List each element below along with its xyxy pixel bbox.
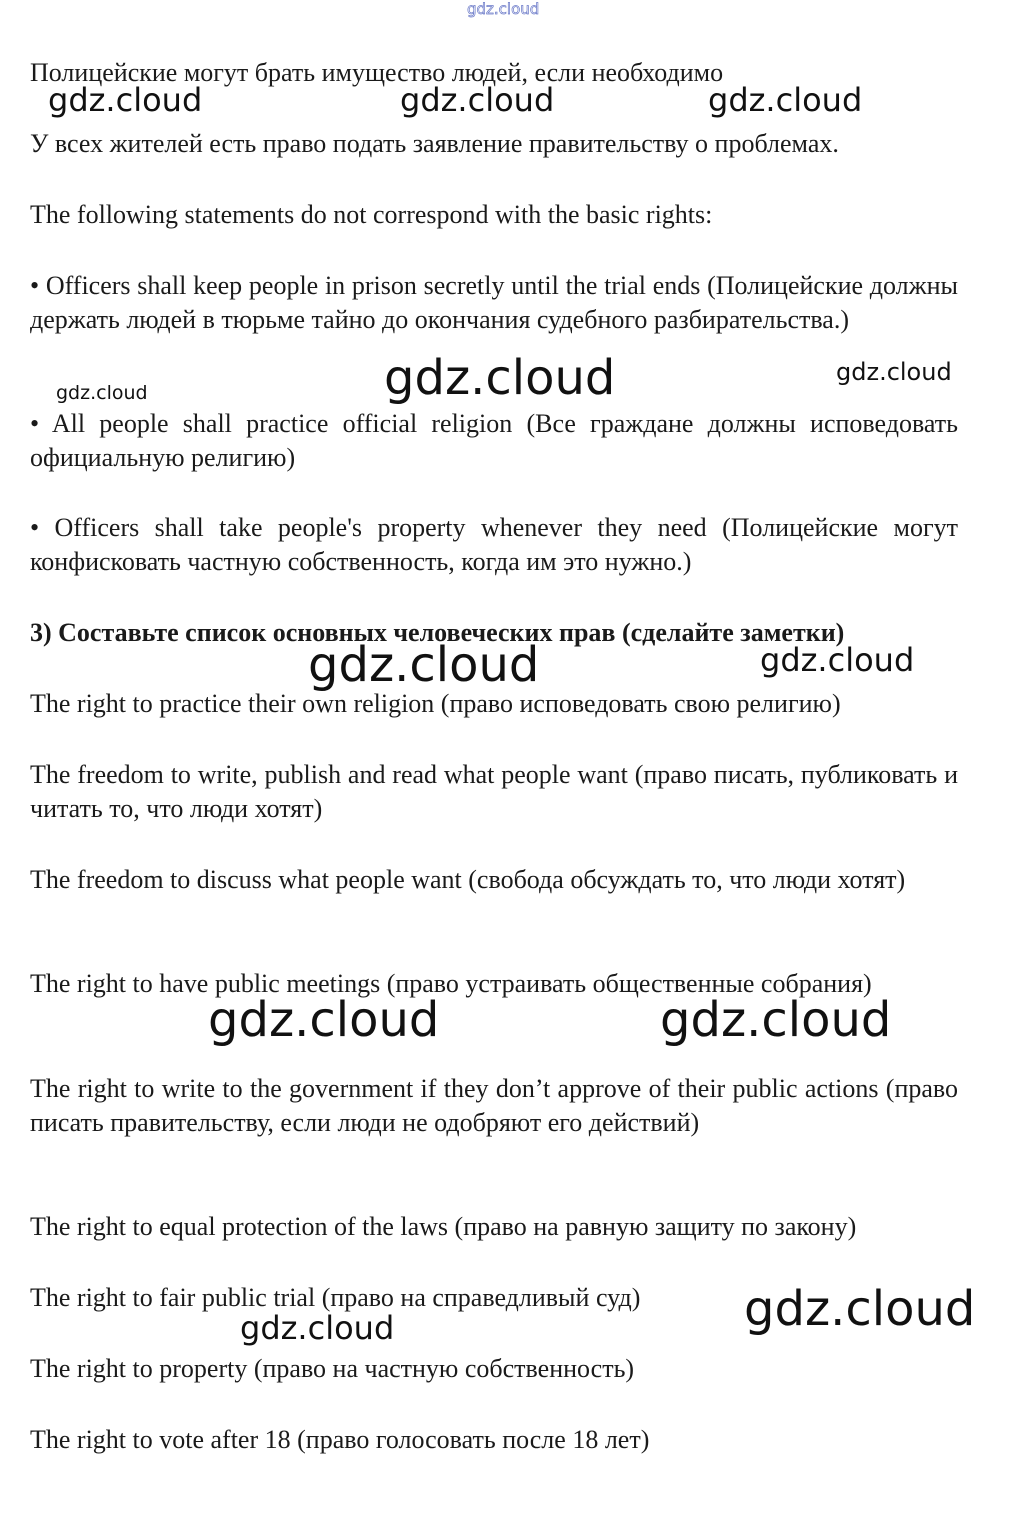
watermark: gdz.cloud	[660, 992, 892, 1048]
watermark-top: gdz.cloud	[467, 0, 540, 18]
watermark: gdz.cloud	[208, 992, 440, 1048]
watermark: gdz.cloud	[400, 81, 555, 119]
watermark: gdz.cloud	[744, 1281, 976, 1337]
watermark: gdz.cloud	[760, 641, 915, 679]
right-religion: The right to practice their own religion (право исповедовать свою религию)	[30, 689, 841, 718]
right-write-government: The right to write to the government if they don’t approve of their public actions (право писать правительству, если люди не одобряют его действий)	[30, 1074, 958, 1137]
right-fair-trial: The right to fair public trial (право на справедливый суд)	[30, 1283, 641, 1312]
right-write-publish-read: The freedom to write, publish and read what people want (право писать, публиковать и читать то, что люди хотят)	[30, 760, 958, 823]
bullet-prison-secretly: • Officers shall keep people in prison secretly until the trial ends (Полицейские должны держать людей в тюрьме тайно до окончания судебного разбирательства.)	[30, 271, 958, 334]
watermark: gdz.cloud	[836, 358, 952, 386]
right-vote: The right to vote after 18 (право голосовать после 18 лет)	[30, 1425, 650, 1454]
watermark: gdz.cloud	[384, 350, 616, 406]
watermark: gdz.cloud	[240, 1309, 395, 1347]
paragraph-petition-right-ru: У всех жителей есть право подать заявление правительству о проблемах.	[30, 129, 839, 158]
watermark: gdz.cloud	[56, 382, 148, 404]
watermark: gdz.cloud	[708, 81, 863, 119]
section-heading: 3) Составьте список основных человеческих прав (сделайте заметки)	[30, 618, 845, 647]
watermark: gdz.cloud	[48, 81, 203, 119]
paragraph-police-property-ru: Полицейские могут брать имущество людей, если необходимо	[30, 58, 724, 87]
right-public-meetings: The right to have public meetings (право устраивать общественные собрания)	[30, 969, 872, 998]
bullet-take-property: • Officers shall take people's property whenever they need (Полицейские могут конфисковать частную собственность, когда им это нужно.)	[30, 513, 958, 576]
right-equal-protection: The right to equal protection of the laws (право на равную защиту по закону)	[30, 1212, 857, 1241]
right-discuss: The freedom to discuss what people want (свобода обсуждать то, что люди хотят)	[30, 865, 906, 894]
watermark: gdz.cloud	[308, 637, 540, 693]
right-property: The right to property (право на частную собственность)	[30, 1354, 635, 1383]
bullet-official-religion: • All people shall practice official religion (Все граждане должны исповедовать официальную религию)	[30, 409, 958, 472]
paragraph-statements-intro: The following statements do not correspond with the basic rights:	[30, 200, 713, 229]
